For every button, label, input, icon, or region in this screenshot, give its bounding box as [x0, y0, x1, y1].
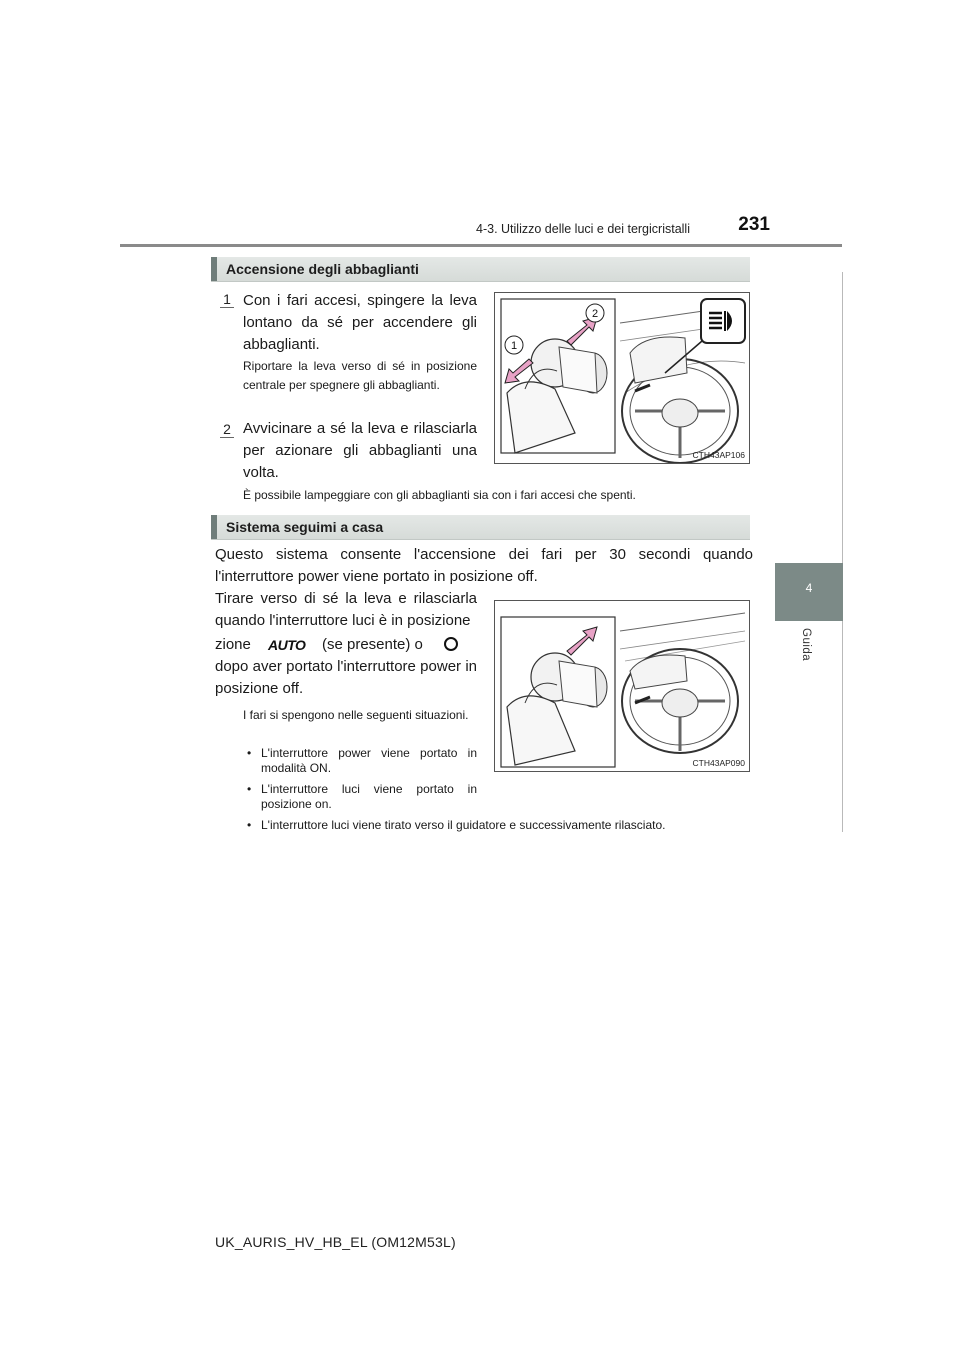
side-divider	[842, 272, 843, 832]
chapter-number: 4	[805, 581, 813, 595]
document-code: UK_AURIS_HV_HB_EL (OM12M53L)	[215, 1234, 456, 1250]
section2-intro: Questo sistema consente l'accensione dei fari per 30 secondi quando l'interruttore power viene portato in posizione off.	[215, 546, 753, 585]
instruction-text: Tirare verso di sé la leva e rilasciarla quando l'interruttore luci è in posizione	[215, 590, 477, 629]
figure-callout-2: 2	[591, 308, 599, 320]
section1-note: È possibile lampeggiare con gli abbaglianti sia con i fari accesi che spenti.	[243, 488, 636, 502]
step-number-2: 2	[220, 421, 234, 438]
step2-text: Avvicinare a sé la leva e rilasciarla per azionare gli abbaglianti una volta.	[243, 420, 477, 481]
bullet-dot: •	[247, 782, 252, 796]
figure-follow-me-home-lever	[494, 600, 750, 772]
page-number: 231	[738, 214, 770, 235]
step-number-1: 1	[220, 291, 234, 308]
conditions-intro: I fari si spengono nelle seguenti situazioni.	[243, 708, 469, 722]
auto-icon: AUTO	[268, 637, 306, 653]
section-header-bar	[211, 257, 217, 281]
section-title: Accensione degli abbaglianti	[226, 261, 419, 277]
figure-high-beam-lever	[494, 292, 750, 464]
bullet-dot: •	[247, 818, 252, 832]
section-header-follow-me-home	[211, 515, 750, 540]
figure-code: CTH43AP106	[692, 450, 745, 460]
high-beam-illustration	[495, 293, 750, 464]
light-off-icon	[444, 637, 458, 651]
step1-note: Riportare la leva verso di sé in posizione centrale per spegnere gli abbaglianti.	[243, 359, 477, 392]
figure-callout-1: 1	[510, 340, 518, 352]
chapter-tab	[775, 563, 843, 621]
section-header-high-beam	[211, 257, 750, 282]
step1-text: Con i fari accesi, spingere la leva lontano da sé per accendere gli abbaglianti.	[243, 292, 477, 353]
follow-me-home-illustration	[495, 601, 750, 772]
instruction-word-zione: zione	[215, 636, 251, 653]
bullet-dot: •	[247, 746, 252, 760]
header-section-title: 4-3. Utilizzo delle luci e dei tergicristalli	[476, 222, 690, 236]
section-header-bar	[211, 515, 217, 539]
header-divider	[120, 244, 842, 247]
section-title: Sistema seguimi a casa	[226, 519, 384, 535]
instruction-optional: (se presente) o	[322, 636, 423, 653]
figure-code: CTH43AP090	[692, 758, 745, 768]
instruction-continuation: dopo aver portato l'interruttore power in posizione off.	[215, 658, 477, 697]
chapter-name: Guida	[800, 628, 812, 662]
